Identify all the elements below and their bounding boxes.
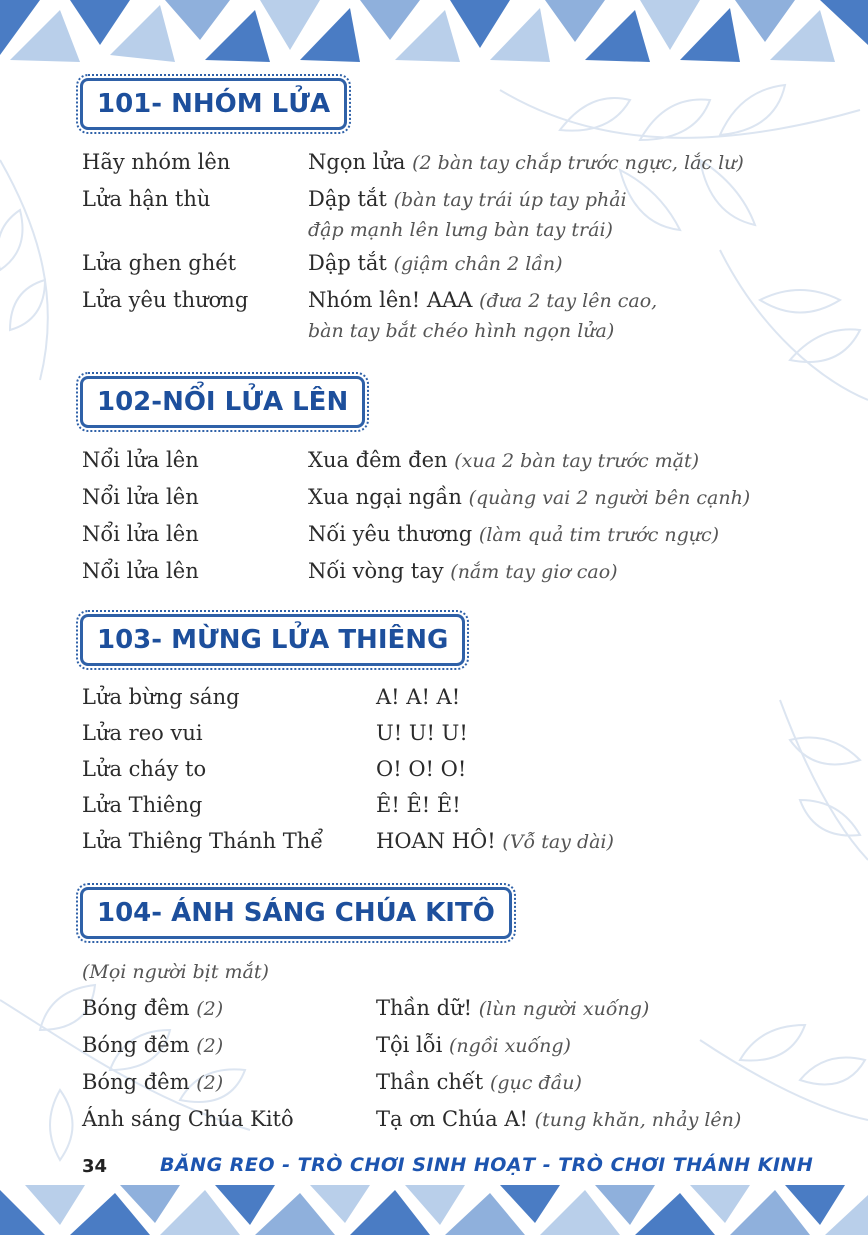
repeat-note: (2) (196, 998, 224, 1020)
verse-response: Dập tắt (giậm chân 2 lần) (308, 251, 563, 275)
section-title-103: 103- MỪNG LỬA THIÊNG (80, 614, 465, 666)
verse-row (82, 553, 822, 590)
verse-row (82, 1027, 822, 1064)
verse-call: Lửa hận thù (82, 187, 211, 211)
action-note: (giậm chân 2 lần) (393, 253, 563, 275)
action-note: (gục đầu) (489, 1072, 582, 1094)
section-103-rows (82, 679, 822, 860)
section-101-rows (82, 144, 822, 346)
action-note: (ngồi xuống) (449, 1035, 571, 1057)
verse-call: Lửa bừng sáng (82, 685, 240, 709)
action-note: (lùn người xuống) (478, 998, 650, 1020)
verse-call: Lửa Thiêng Thánh Thể (82, 829, 324, 853)
top-triangle-border (0, 0, 868, 70)
verse-call: Nổi lửa lên (82, 485, 199, 509)
action-note: (làm quả tim trước ngực) (478, 524, 720, 546)
action-note: (nắm tay giơ cao) (450, 561, 618, 583)
page-number: 34 (82, 1156, 108, 1177)
verse-call: Lửa ghen ghét (82, 251, 237, 275)
verse-call: Nổi lửa lên (82, 522, 199, 546)
bottom-triangle-border (0, 1185, 868, 1235)
verse-row (82, 245, 822, 282)
verse-row (82, 823, 822, 860)
verse-response: O! O! O! (376, 757, 467, 781)
verse-response: A! A! A! (376, 685, 461, 709)
section-title-104: 104- ÁNH SÁNG CHÚA KITÔ (80, 887, 512, 939)
verse-row (82, 1064, 822, 1101)
verse-call: Nổi lửa lên (82, 559, 199, 583)
action-note: (2 bàn tay chắp trước ngực, lắc lư) (412, 152, 744, 174)
verse-row (82, 282, 822, 346)
verse-response: Dập tắt (bàn tay trái úp tay phải đập mạnh lên lưng bàn tay trái) (308, 181, 822, 245)
verse-row (82, 516, 822, 553)
verse-response: Thần dữ! (lùn người xuống) (376, 996, 650, 1020)
section-title-101: 101- NHÓM LỬA (80, 78, 347, 130)
verse-call: Bóng đêm (2) (82, 1033, 224, 1057)
intro-note: (Mọi người bịt mắt) (82, 961, 269, 983)
verse-call: Bóng đêm (2) (82, 996, 224, 1020)
verse-response: Tạ ơn Chúa A! (tung khăn, nhảy lên) (376, 1107, 742, 1131)
repeat-note: (2) (196, 1035, 224, 1057)
verse-row (82, 181, 822, 245)
running-footer-title: BĂNG REO - TRÒ CHƠI SINH HOẠT - TRÒ CHƠI THÁNH KINH (160, 1154, 814, 1176)
verse-call: Hãy nhóm lên (82, 150, 231, 174)
intro-row (82, 954, 822, 990)
verse-call: Nổi lửa lên (82, 448, 199, 472)
verse-row (82, 144, 822, 181)
verse-response: Tội lỗi (ngồi xuống) (376, 1033, 571, 1057)
verse-call: Bóng đêm (2) (82, 1070, 224, 1094)
action-note: (đưa 2 tay lên cao, (479, 290, 658, 312)
verse-row (82, 990, 822, 1027)
action-note: (Vỗ tay dài) (502, 831, 614, 853)
repeat-note: (2) (196, 1072, 224, 1094)
action-note: (tung khăn, nhảy lên) (534, 1109, 742, 1131)
verse-response: Thần chết (gục đầu) (376, 1070, 582, 1094)
verse-row (82, 787, 822, 823)
verse-response: Xua ngại ngần (quàng vai 2 người bên cạnh) (308, 485, 751, 509)
section-102-rows (82, 442, 822, 590)
section-104-rows (82, 954, 822, 1138)
verse-row (82, 715, 822, 751)
action-note: (xua 2 bàn tay trước mặt) (454, 450, 700, 472)
verse-response: Nhóm lên! AAA (đưa 2 tay lên cao, bàn tay bắt chéo hình ngọn lửa) (308, 282, 822, 346)
verse-row (82, 1101, 822, 1138)
verse-row (82, 751, 822, 787)
verse-call: Lửa reo vui (82, 721, 203, 745)
verse-response: HOAN HÔ! (Vỗ tay dài) (376, 829, 614, 853)
action-note-continued: đập mạnh lên lưng bàn tay trái) (308, 219, 613, 241)
verse-call: Lửa yêu thương (82, 288, 249, 312)
verse-response: Ê! Ê! Ê! (376, 793, 461, 817)
verse-response: Nối vòng tay (nắm tay giơ cao) (308, 559, 618, 583)
verse-response: Xua đêm đen (xua 2 bàn tay trước mặt) (308, 448, 700, 472)
action-note: (quàng vai 2 người bên cạnh) (468, 487, 751, 509)
section-title-102: 102-NỔI LỬA LÊN (80, 376, 365, 428)
verse-call: Ánh sáng Chúa Kitô (82, 1107, 294, 1131)
verse-row (82, 442, 822, 479)
verse-row (82, 479, 822, 516)
verse-call: Lửa Thiêng (82, 793, 203, 817)
action-note: (bàn tay trái úp tay phải (393, 189, 627, 211)
verse-call: Lửa cháy to (82, 757, 207, 781)
verse-row (82, 679, 822, 715)
verse-response: Ngọn lửa (2 bàn tay chắp trước ngực, lắc lư) (308, 150, 744, 174)
verse-response: Nối yêu thương (làm quả tim trước ngực) (308, 522, 720, 546)
action-note-continued: bàn tay bắt chéo hình ngọn lửa) (308, 320, 615, 342)
verse-response: U! U! U! (376, 721, 468, 745)
